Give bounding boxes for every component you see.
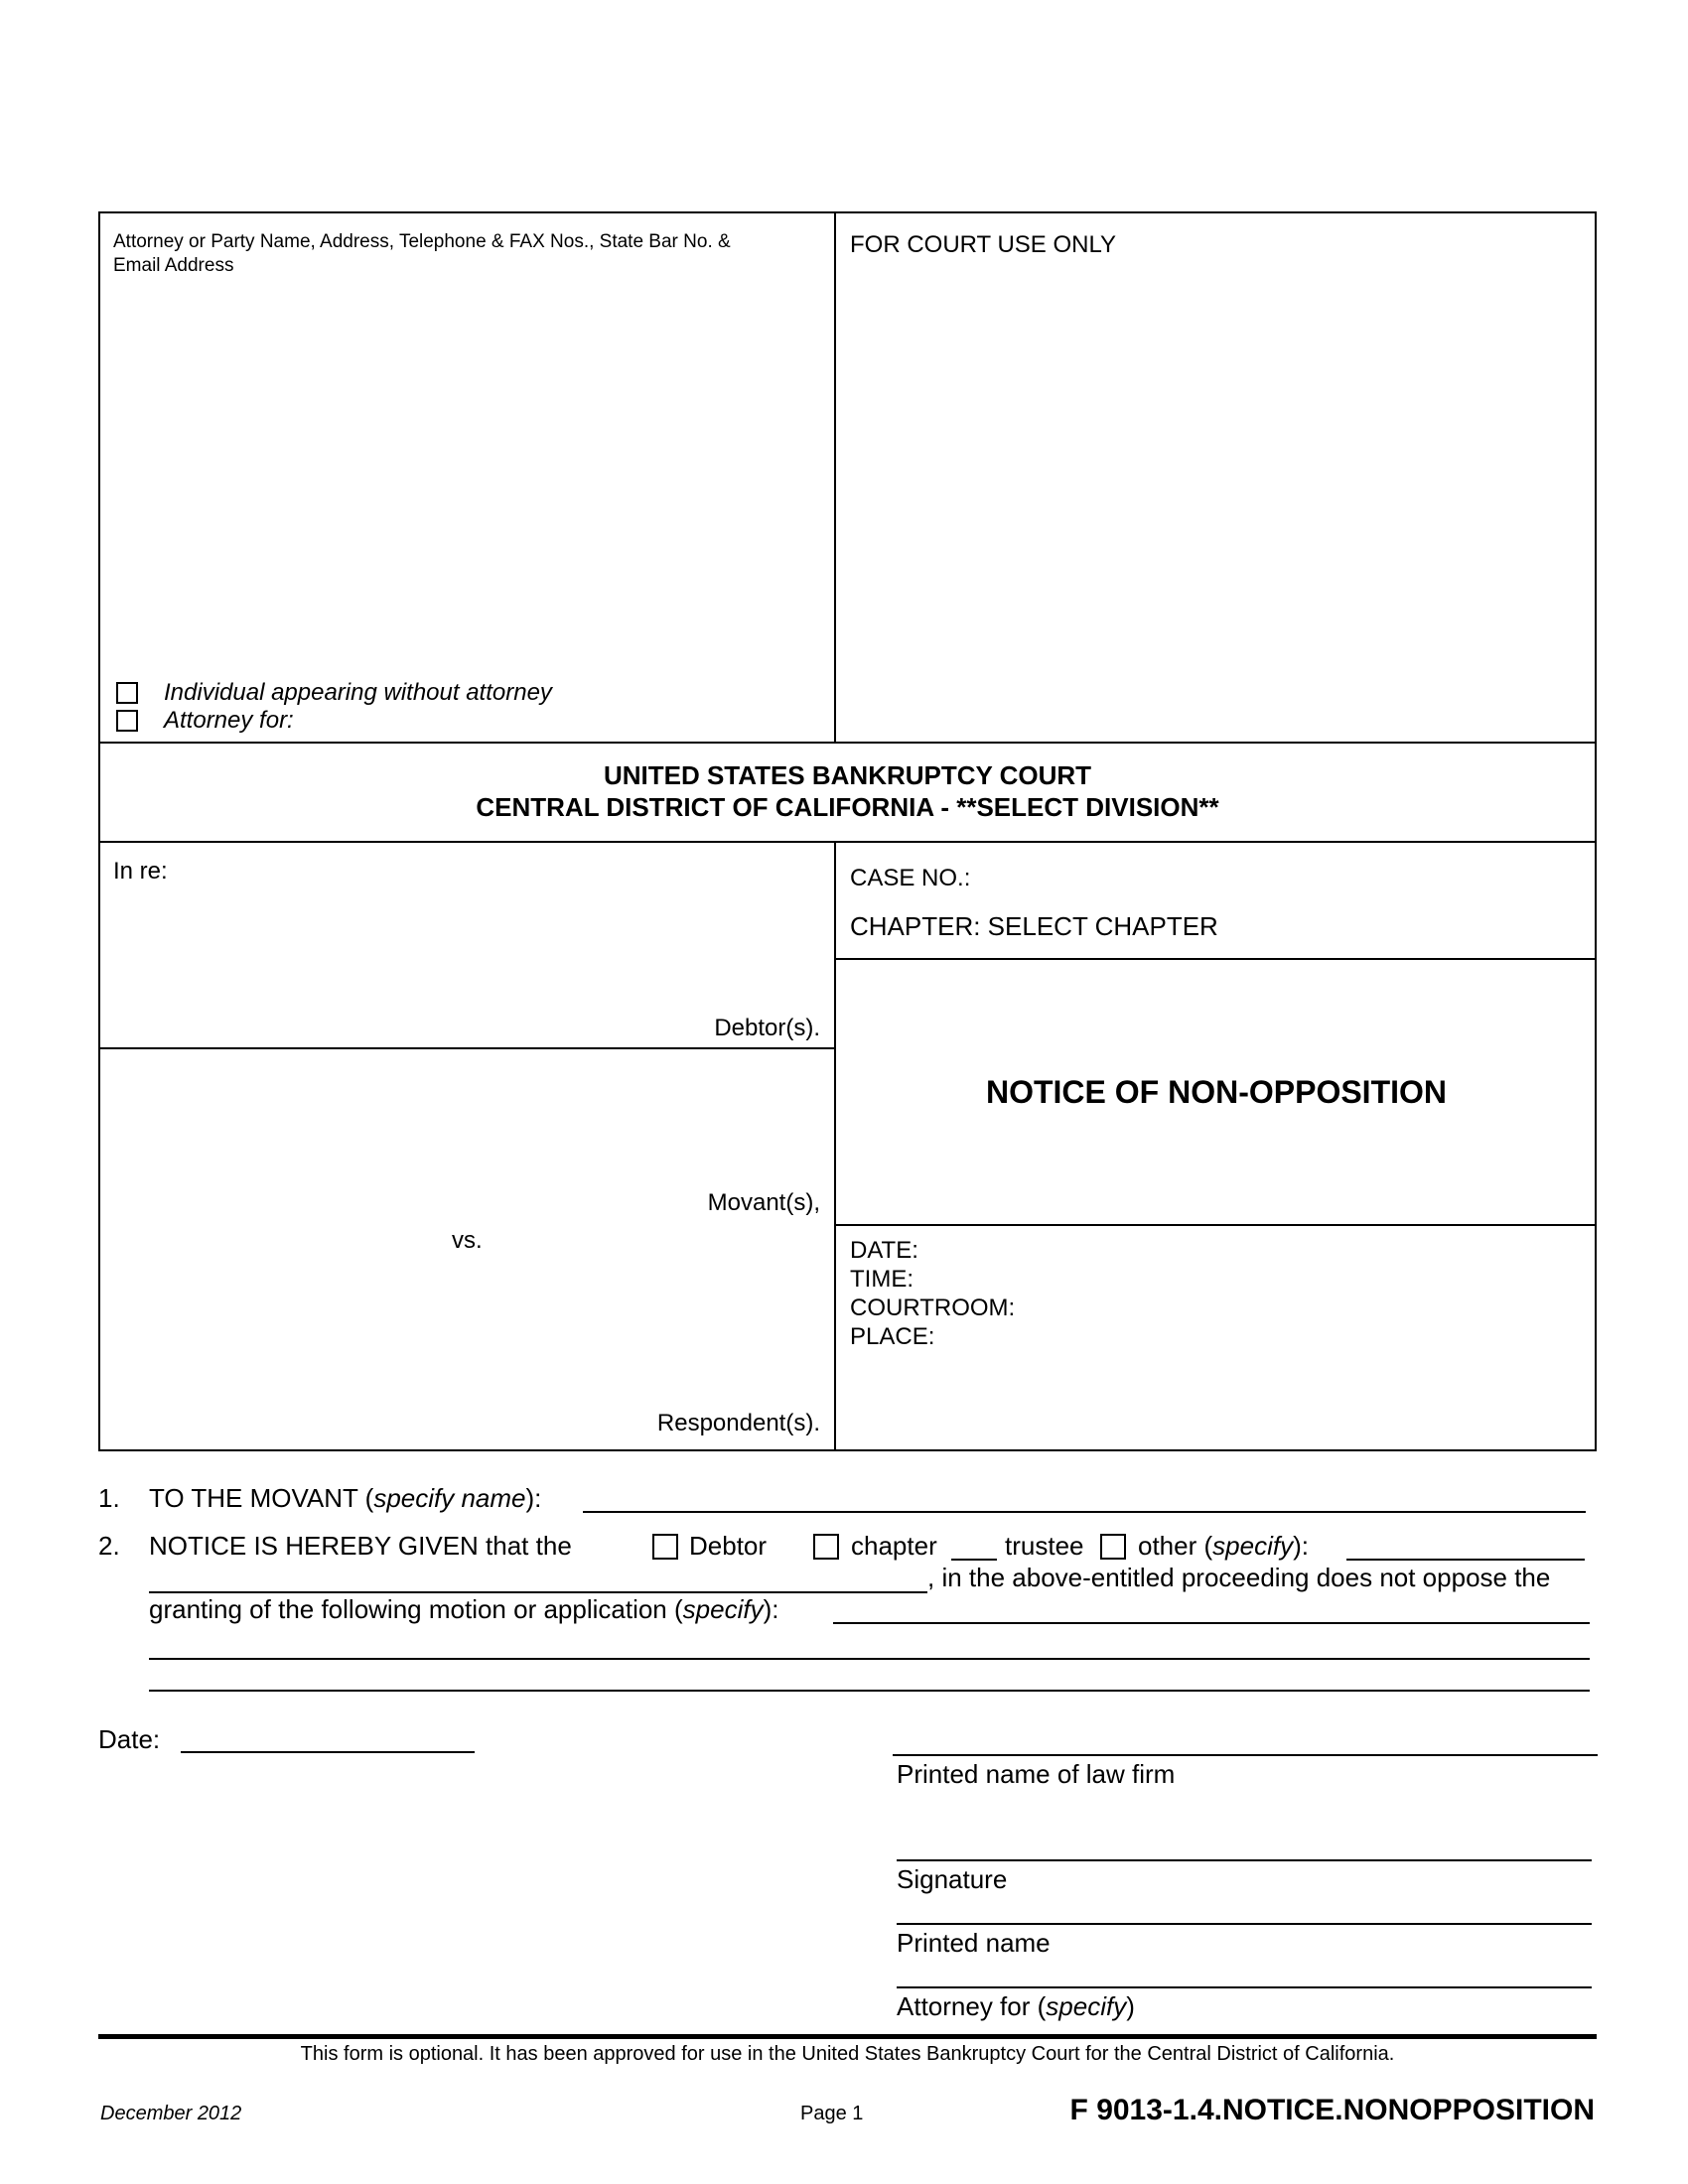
other-option-label: other (specify): <box>1138 1531 1309 1561</box>
proceeding-text: , in the above-entitled proceeding does not oppose the <box>927 1563 1551 1592</box>
hearing-time-label: TIME: <box>850 1266 914 1293</box>
caption-box <box>98 211 1597 1451</box>
case-box-bottom-line <box>834 958 1597 960</box>
other-option-checkbox[interactable] <box>1100 1534 1126 1560</box>
hearing-place-label: PLACE: <box>850 1323 935 1350</box>
individual-checkbox[interactable] <box>116 682 138 704</box>
motion-specify-field-3[interactable] <box>149 1690 1590 1692</box>
trustee-option-label: trustee <box>1005 1531 1084 1561</box>
chapter-option-checkbox[interactable] <box>813 1534 839 1560</box>
printed-name-line[interactable] <box>897 1923 1592 1925</box>
footer-date: December 2012 <box>100 2103 242 2124</box>
motion-specify-field-1[interactable] <box>833 1622 1590 1624</box>
hearing-date-label: DATE: <box>850 1237 918 1264</box>
attorney-for-checkbox[interactable] <box>116 710 138 732</box>
court-band-bottom-line <box>98 841 1597 843</box>
hearing-courtroom-label: COURTROOM: <box>850 1295 1016 1321</box>
item1-number: 1. <box>98 1483 120 1513</box>
debtor-label: Debtor(s). <box>714 1015 820 1041</box>
printed-name-label: Printed name <box>897 1928 1051 1958</box>
item1-text: TO THE MOVANT (specify name): <box>149 1483 542 1513</box>
signature-line[interactable] <box>897 1859 1592 1861</box>
other-specify-field[interactable] <box>1346 1559 1585 1561</box>
individual-checkbox-label: Individual appearing without attorney <box>164 679 552 706</box>
movant-label: Movant(s), <box>707 1189 820 1216</box>
debtor-option-label: Debtor <box>689 1531 768 1561</box>
in-re-label: In re: <box>113 858 168 885</box>
debtor-box-bottom-line <box>98 1047 834 1049</box>
caption-divider-top <box>834 211 836 743</box>
signature-label: Signature <box>897 1864 1008 1894</box>
motion-specify-field-2[interactable] <box>149 1658 1590 1660</box>
attorney-for-line[interactable] <box>897 1986 1592 1988</box>
court-use-label: FOR COURT USE ONLY <box>850 231 1117 258</box>
title-box-bottom-line <box>834 1224 1597 1226</box>
footer-rule <box>98 2034 1597 2039</box>
respondent-label: Respondent(s). <box>656 1410 820 1436</box>
footer-form-number: F 9013-1.4.NOTICE.NONOPPOSITION <box>1069 2094 1595 2126</box>
attorney-for-checkbox-label: Attorney for: <box>164 707 294 734</box>
document-title: NOTICE OF NON-OPPOSITION <box>985 1074 1447 1110</box>
court-name: UNITED STATES BANKRUPTCY COURT CENTRAL DISTRICT OF CALIFORNIA - **SELECT DIVISION** <box>476 760 1219 822</box>
party-name-field[interactable] <box>149 1591 927 1593</box>
attorney-for-label: Attorney for (specify) <box>897 1991 1135 2021</box>
granting-text: granting of the following motion or application (specify): <box>149 1594 779 1624</box>
hearing-info <box>850 1236 1015 1351</box>
law-firm-line[interactable] <box>893 1754 1598 1756</box>
chapter-label: CHAPTER: SELECT CHAPTER <box>850 911 1218 941</box>
caption-divider-bottom <box>834 841 836 1451</box>
footer-notice: This form is optional. It has been approved for use in the United States Bankruptcy Court for the Central District of California. <box>300 2043 1395 2065</box>
case-no-label: CASE NO.: <box>850 865 971 891</box>
attorney-box-label: Attorney or Party Name, Address, Telephone & FAX Nos., State Bar No. & Email Address <box>113 231 731 276</box>
item2-text: NOTICE IS HEREBY GIVEN that the <box>149 1531 572 1561</box>
law-firm-label: Printed name of law firm <box>897 1759 1176 1789</box>
date-field[interactable] <box>181 1751 475 1753</box>
vs-label: vs. <box>452 1227 483 1254</box>
item2-number: 2. <box>98 1531 120 1561</box>
date-label: Date: <box>98 1724 161 1754</box>
debtor-option-checkbox[interactable] <box>652 1534 678 1560</box>
court-band-top-line <box>98 742 1597 744</box>
chapter-number-field[interactable] <box>951 1559 997 1561</box>
movant-name-field[interactable] <box>583 1511 1586 1513</box>
chapter-option-label: chapter <box>851 1531 937 1561</box>
footer-page: Page 1 <box>800 2103 864 2124</box>
